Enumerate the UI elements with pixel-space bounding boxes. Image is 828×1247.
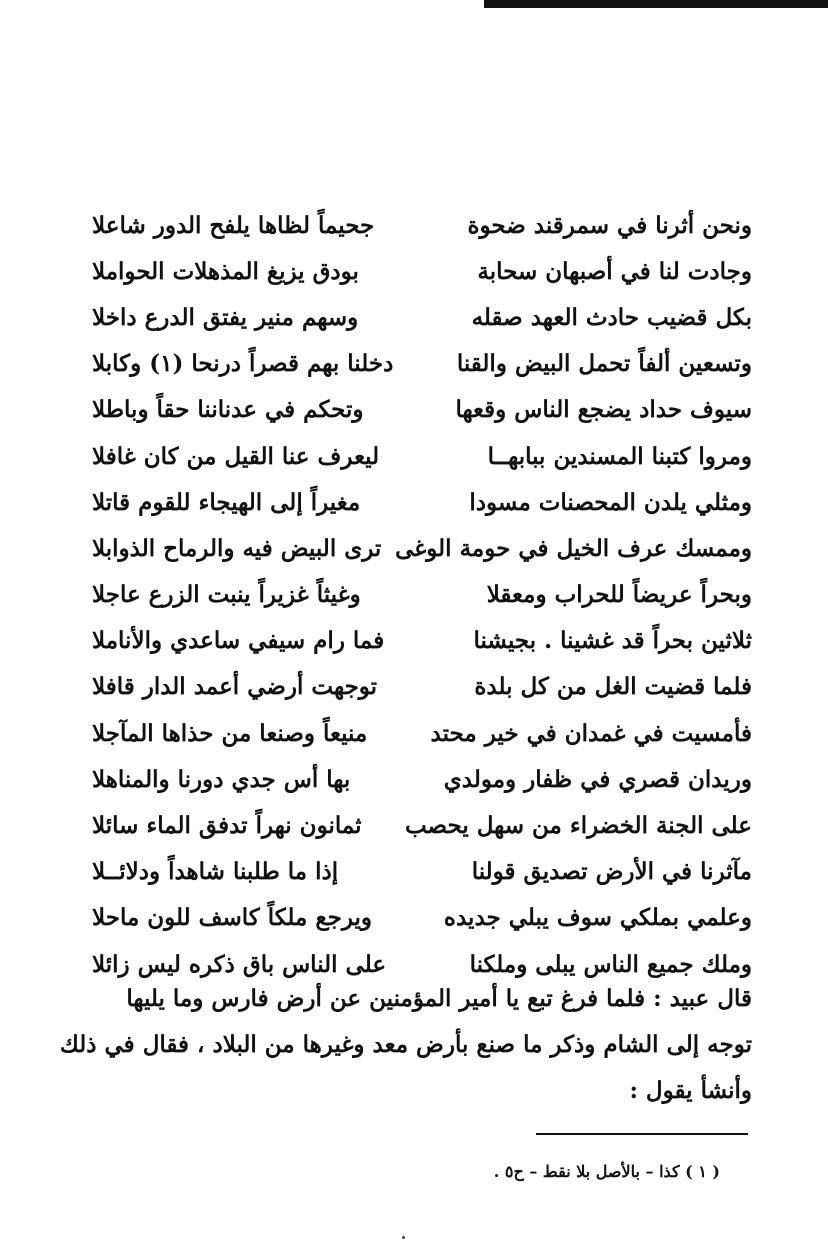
hemistich-first: وعلمي بملكي سوف يبلي جديده <box>443 904 752 932</box>
poem-verse <box>92 618 752 664</box>
hemistich-second: مغيراً إلى الهيجاء للقوم قاتلا <box>92 488 361 516</box>
hemistich-first: وملك جميع الناس يبلى وملكنا <box>469 950 752 978</box>
poem-verse <box>92 294 752 340</box>
hemistich-second: وسهم منير يفتق الدرع داخلا <box>92 303 359 331</box>
page-speck <box>402 1236 405 1239</box>
hemistich-first: وبحراً عريضاً للحراب ومعقلا <box>486 581 752 609</box>
prose-paragraph <box>59 976 752 1114</box>
poem-verse <box>92 756 752 802</box>
hemistich-second: وتحكم في عدناننا حقاً وباطلا <box>92 396 364 424</box>
hemistich-second: على الناس باق ذكره ليس زائلا <box>92 950 387 978</box>
hemistich-first: فأمسيت في غمدان في خير محتد <box>430 719 752 747</box>
prose-line: توجه إلى الشام وذكر ما صنع بأرض معد وغيرها من البلاد ، فقال في ذلك <box>59 1031 752 1058</box>
top-edge-rule <box>484 0 828 8</box>
hemistich-first: ومثلي يلدن المحصنات مسودا <box>469 488 752 516</box>
hemistich-second: بودق يزيغ المذهلات الحواملا <box>92 257 359 285</box>
poem-verse <box>92 849 752 895</box>
poem-verse <box>92 248 752 294</box>
poem-verse <box>92 572 752 618</box>
hemistich-second: ترى البيض فيه والرماح الذوابلا <box>92 534 382 562</box>
footnote-separator <box>536 1133 748 1135</box>
hemistich-first: بكل قضيب حادث العهد صقله <box>471 303 752 331</box>
prose-line: قال عبيد : فلما فرغ تبع يا أمير المؤمنين عن أرض فارس وما يليها <box>126 985 752 1012</box>
poem-verse <box>92 341 752 387</box>
hemistich-second: ثمانون نهراً تدفق الماء سائلا <box>92 812 362 840</box>
hemistich-second: دخلنا بهم قصراً درنحا (١) وكابلا <box>92 350 394 378</box>
hemistich-second: إذا ما طلبنا شاهداً ودلائــلا <box>92 858 339 886</box>
hemistich-first: وريدان قصري في ظفار ومولدي <box>443 765 752 793</box>
hemistich-first: فلما قضيت الغل من كل بلدة <box>474 673 752 701</box>
poem-verse <box>92 525 752 571</box>
hemistich-first: ومروا كتبنا المسندين ببابهــا <box>487 442 752 470</box>
hemistich-second: وغيثاً غزيراً ينبت الزرع عاجلا <box>92 581 361 609</box>
footnote: ( ١ ) كذا – بالأصل بلا نقط – ح٥ . <box>493 1162 720 1181</box>
hemistich-first: ونحن أثرنا في سمرقند ضحوة <box>467 211 752 239</box>
hemistich-first: مآثرنا في الأرض تصديق قولنا <box>471 858 752 886</box>
hemistich-second: منيعاً وصنعا من حذاها المآجلا <box>92 719 368 747</box>
hemistich-second: ليعرف عنا القيل من كان غافلا <box>92 442 380 470</box>
hemistich-first: سيوف حداد يضجع الناس وقعها <box>455 396 752 424</box>
poem-verse <box>92 802 752 848</box>
hemistich-first: وجادت لنا في أصبهان سحابة <box>477 257 752 285</box>
poem-verse <box>92 895 752 941</box>
hemistich-first: ثلاثين بحراً قد غشينا . بجيشنا <box>473 627 752 655</box>
prose-line: وأنشأ يقول : <box>629 1077 752 1104</box>
poem-verse <box>92 710 752 756</box>
hemistich-first: وممسك عرف الخيل في حومة الوغى <box>395 534 752 562</box>
hemistich-first: على الجنة الخضراء من سهل يحصب <box>404 812 752 840</box>
hemistich-first: وتسعين ألفاً تحمل البيض والقنا <box>456 350 752 378</box>
hemistich-second: ويرجع ملكاً كاسف للون ماحلا <box>92 904 373 932</box>
poem-verse <box>92 387 752 433</box>
poem-verse <box>92 664 752 710</box>
hemistich-second: توجهت أرضي أعمد الدار قافلا <box>92 673 378 701</box>
poem-verse <box>92 433 752 479</box>
hemistich-second: فما رام سيفي ساعدي والأناملا <box>92 627 385 655</box>
hemistich-second: جحيماً لظاها يلفح الدور شاعلا <box>92 211 375 239</box>
poem <box>92 202 752 987</box>
hemistich-second: بها أس جدي دورنا والمناهلا <box>92 765 351 793</box>
poem-verse <box>92 202 752 248</box>
poem-verse <box>92 479 752 525</box>
